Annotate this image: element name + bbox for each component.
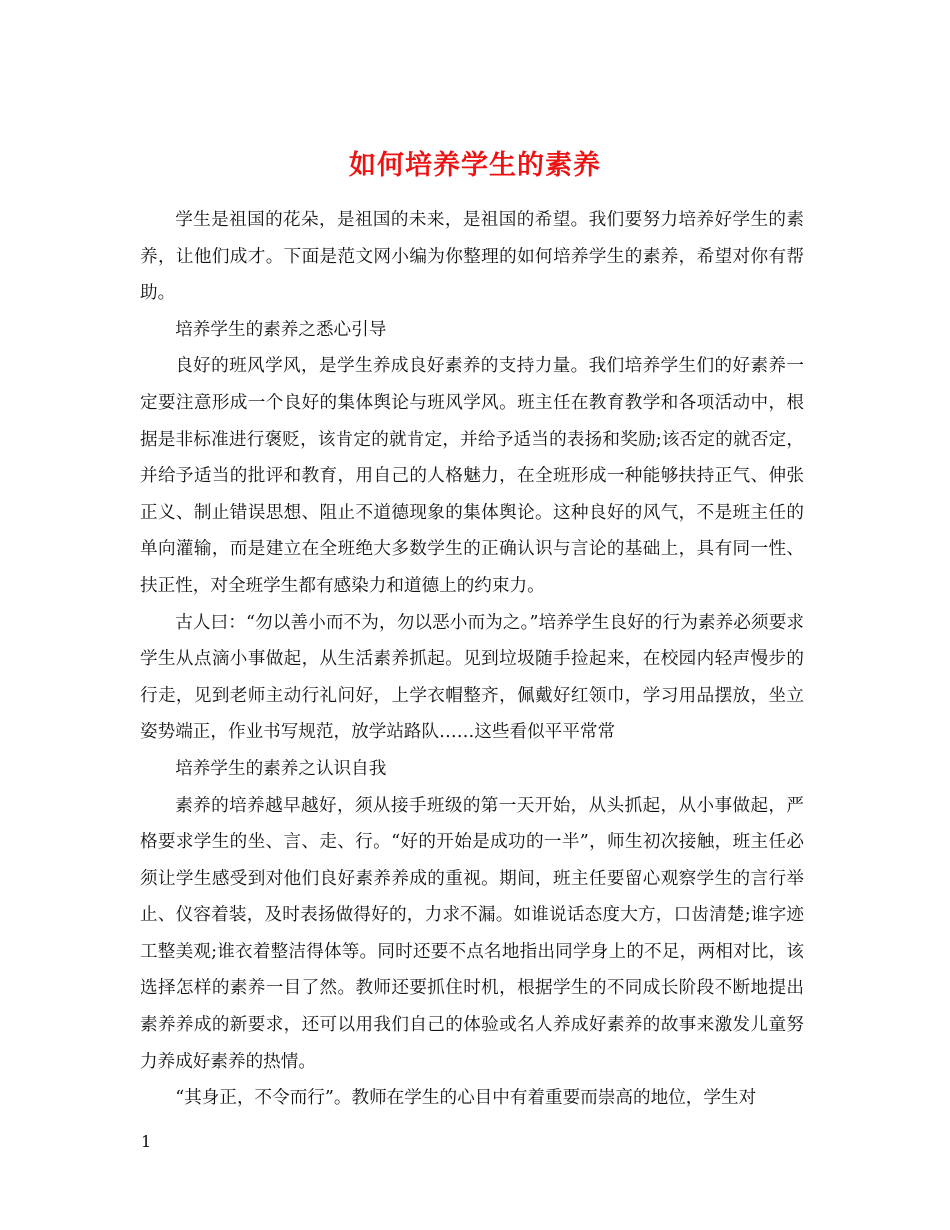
paragraph-small-things: 古人曰：“勿以善小而不为，勿以恶小而为之。”培养学生良好的行为素养必须要求学生从点滴小事做起，从生活素养抓起。见到垃圾随手捡起来，在校园内轻声慢步的行走，见到老师主动行礼问好，上学衣帽整齐，佩戴好红领巾，学习用品摆放，坐立姿势端正，作业书写规范，放学站路队……这些看似平平常常 [140,612,804,743]
section-heading-self-awareness: 培养学生的素养之认识自我 [175,758,387,779]
document-title: 如何培养学生的素养 [349,150,601,182]
paragraph-early-training: 素养的培养越早越好，须从接手班级的第一天开始，从头抓起，从小事做起，严格要求学生的坐、言、走、行。“好的开始是成功的一半”，师生初次接触，班主任必须让学生感受到对他们良好素养养成的重视。期间，班主任要留心观察学生的言行举止、仪容着装，及时表扬做得好的，力求不漏。如谁说话态度大方，口齿清楚;谁字迹工整美观;谁衣着整洁得体等。同时还要不点名地指出同学身上的不足，两相对比，该选择怎样的素养一目了然。教师还要抓住时机，根据学生的不同成长阶段不断地提出素养养成的新要求，还可以用我们自己的体验或名人养成好素养的故事来激发儿童努力养成好素养的热情。 [140,795,804,1072]
page-number: 1 [141,1132,152,1151]
paragraph-teacher-example: “其身正，不令而行”。教师在学生的心目中有着重要而崇高的地位，学生对 [175,1088,757,1109]
paragraph-intro: 学生是祖国的花朵，是祖国的未来，是祖国的希望。我们要努力培养好学生的素养，让他们成才。下面是范文网小编为你整理的如何培养学生的素养，希望对你有帮助。 [140,210,804,304]
section-heading-guidance: 培养学生的素养之悉心引导 [175,319,387,340]
paragraph-class-atmosphere: 良好的班风学风，是学生养成良好素养的支持力量。我们培养学生们的好素养一定要注意形成一个良好的集体舆论与班风学风。班主任在教育教学和各项活动中，根据是非标准进行褒贬，该肯定的就肯定，并给予适当的表扬和奖励;该否定的就否定，并给予适当的批评和教育，用自己的人格魅力，在全班形成一种能够扶持正气、伸张正义、制止错误思想、阻止不道德现象的集体舆论。这种良好的风气，不是班主任的单向灌输，而是建立在全班绝大多数学生的正确认识与言论的基础上，具有同一性、扶正性，对全班学生都有感染力和道德上的约束力。 [140,356,804,596]
document-body [140,202,804,1117]
